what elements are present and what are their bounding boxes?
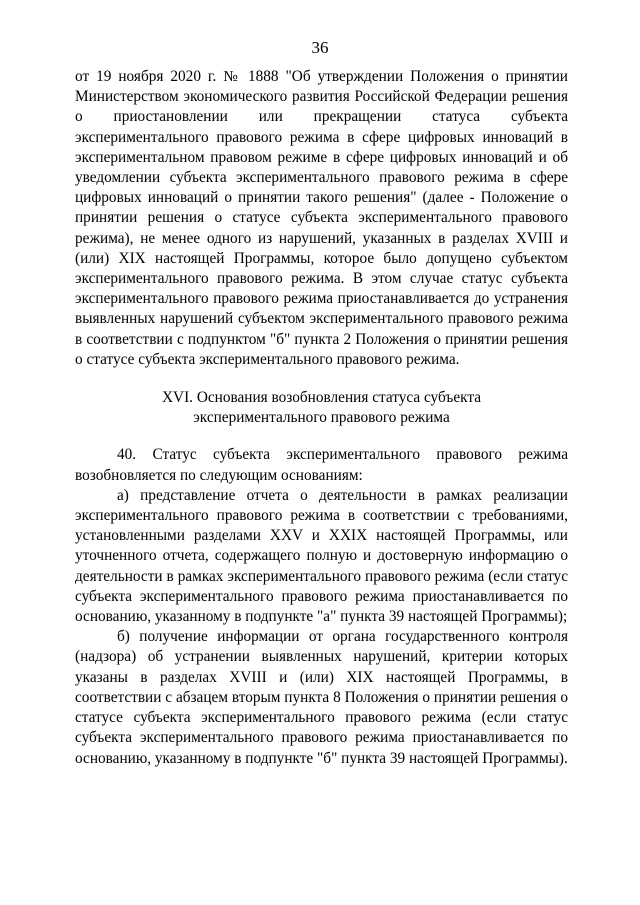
paragraph-40: 40. Статус субъекта экспериментального правового режима возобновляется по следующим основаниям: — [75, 446, 568, 484]
list-item-a: а) представление отчета о деятельности в рамках реализации экспериментального правового режима в соответствии с требованиями, установленными разделами XXV и XXIX настоящей Программы, или уточненного отчета, содержащего полную и достоверную информацию о деятельности в рамках экспериментального правового режима (если статус субъекта экспериментального правового режима приостанавливается по основанию, указанному в подпункте "а" пункта 39 настоящей Программы); — [75, 486, 568, 626]
paragraph-intro: от 19 ноября 2020 г. № 1888 "Об утверждении Положения о принятии Министерством экономического развития Российской Федерации решения о приостановлении или прекращении статуса субъекта экспериментального правового режима в сфере цифровых инноваций в экспериментальном правовом режиме в сфере цифровых инноваций и об уведомлении субъекта экспериментального правового режима в сфере цифровых инноваций о принятии такого решения" (далее - Положение о принятии решения о статусе субъекта экспериментального правового режима), не менее одного из нарушений, указанных в разделах XVIII и (или) XIX настоящей Программы, которое было допущено субъектом экспериментального правового режима. В этом случае статус субъекта экспериментального правового режима приостанавливается до устранения выявленных нарушений субъектом экспериментального правового режима в соответствии с подпунктом "б" пункта 2 Положения о принятии решения о статусе субъекта экспериментального правового режима. — [75, 68, 568, 368]
section-heading-line-2: экспериментального правового режима — [193, 409, 450, 427]
list-item-b: б) получение информации от органа государственного контроля (надзора) об устранении выявленных нарушений, критерии которых указаны в разделах XVIII и (или) XIX настоящей Программы, в соответствии с абзацем вторым пункта 8 Положения о принятии решения о статусе субъекта экспериментального правового режима (если статус субъекта экспериментального правового режима приостанавливается по основанию, указанному в подпункте "б" пункта 39 настоящей Программы). — [75, 628, 568, 767]
page-number: 36 — [311, 38, 329, 57]
section-heading — [75, 388, 568, 428]
section-heading-line-1: XVI. Основания возобновления статуса субъекта — [161, 389, 482, 407]
document-body — [75, 67, 568, 769]
